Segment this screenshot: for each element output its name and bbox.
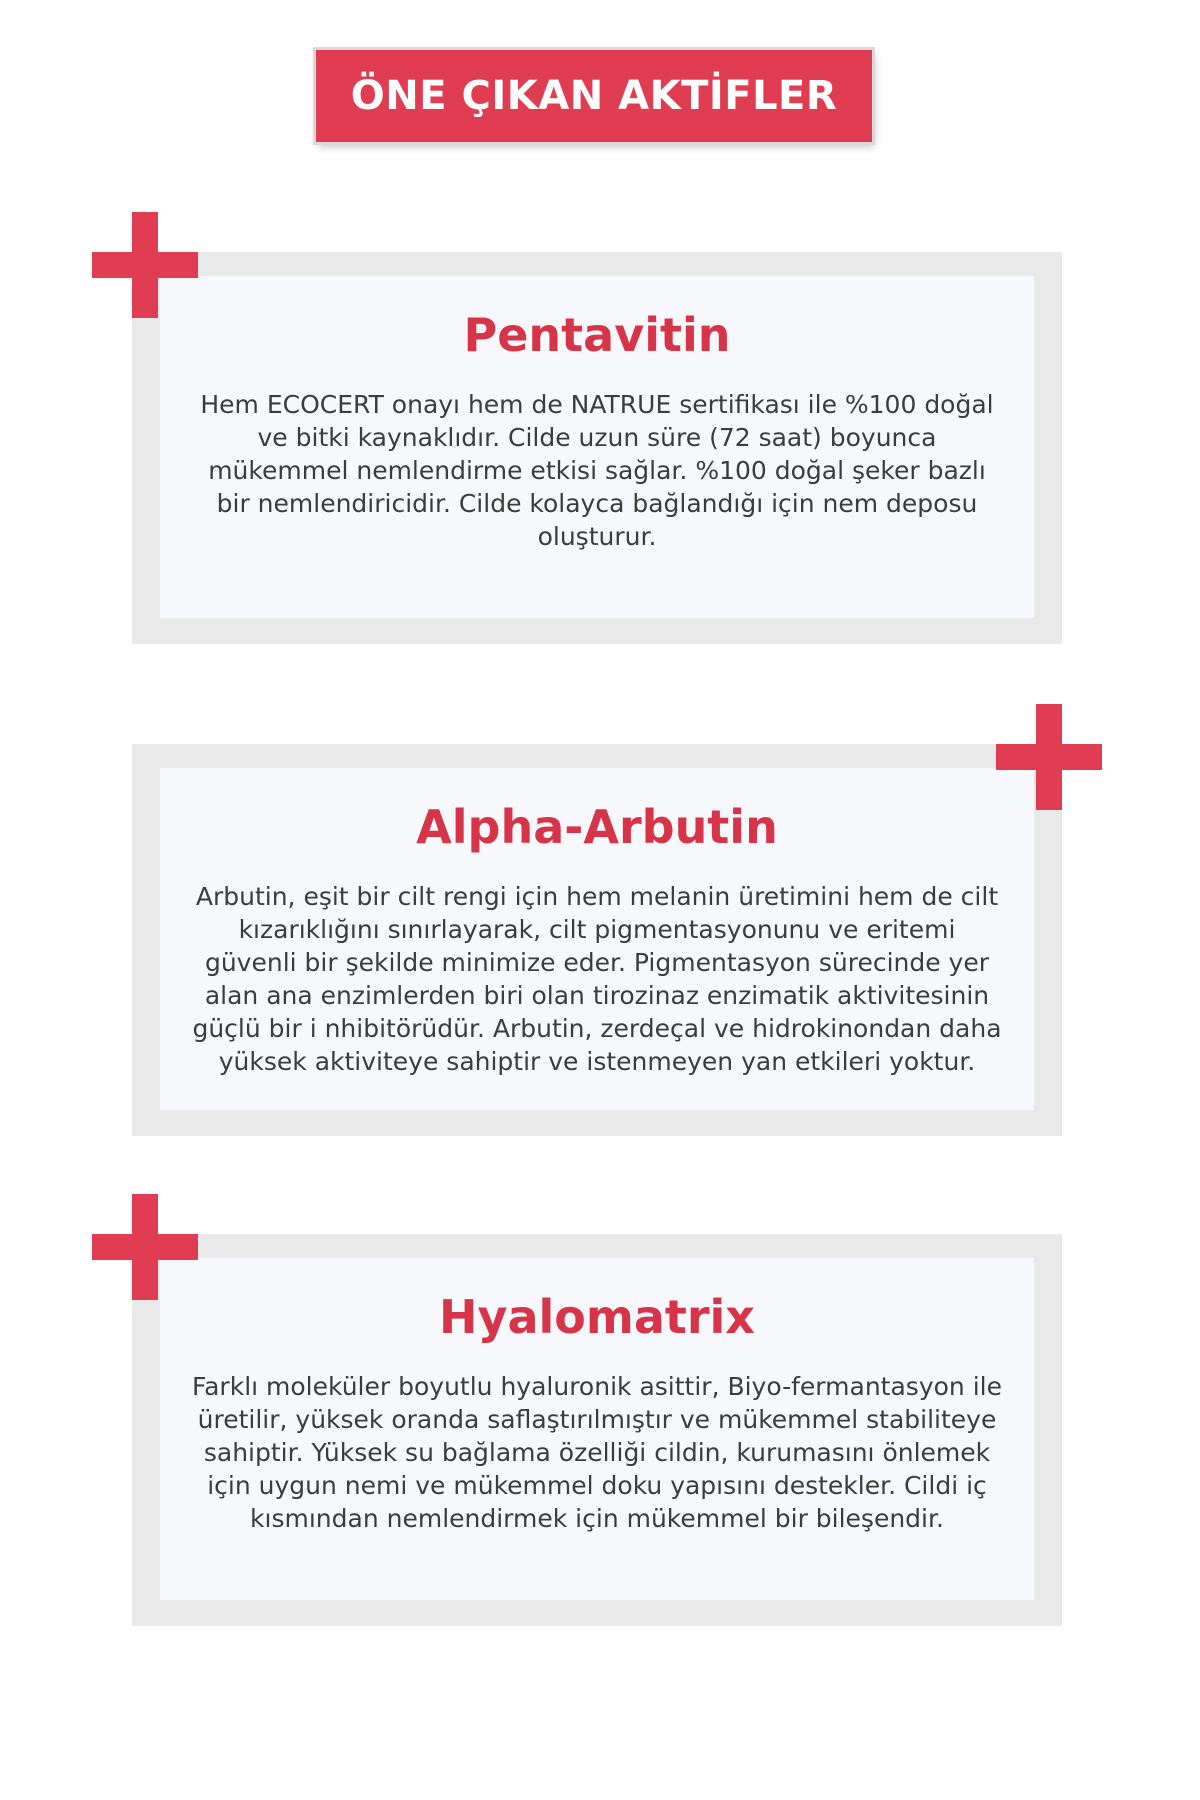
plus-icon-vertical-bar [1036,704,1062,810]
plus-icon-vertical-bar [132,212,158,318]
card-title: Pentavitin [463,308,731,362]
header-banner [316,50,872,142]
card-title: Hyalomatrix [439,1290,755,1344]
card-description: Farklı moleküler boyutlu hyaluronik asittir, Biyo-fermantasyon ile üretilir, yüksek oranda saflaştırılmıştır ve mükemmel stabiliteye sahiptir. Yüksek su bağlama özelliği cildin, kurumasını önlemek için uygun nemi ve mükemmel doku yapısını destekler. Cildi iç kısmından nemlendirmek için mükemmel bir bileşendir. [192,1372,1002,1533]
card-pentavitin [132,252,1062,644]
plus-icon [92,212,198,318]
card-panel [160,1258,1034,1600]
card-panel [160,768,1034,1110]
card-description: Hem ECOCERT onayı hem de NATRUE sertifikası ile %100 doğal ve bitki kaynaklıdır. Cilde uzun süre (72 saat) boyunca mükemmel nemlendirme etkisi sağlar. %100 doğal şeker bazlı bir nemlendiricidir. Cilde kolayca bağlandığı için nem deposu oluşturur. [200,390,994,551]
card-alpha-arbutin [132,744,1062,1136]
card-hyalomatrix [132,1234,1062,1626]
plus-icon-vertical-bar [132,1194,158,1300]
plus-icon [996,704,1102,810]
card-panel [160,276,1034,618]
card-description: Arbutin, eşit bir cilt rengi için hem melanin üretimini hem de cilt kızarıklığını sınırlayarak, cilt pigmentasyonunu ve eritemi güvenli bir şekilde minimize eder. Pigmentasyon sürecinde yer alan ana enzimlerden biri olan tirozinaz enzimatik aktivitesinin güçlü bir i nhibitörüdür. Arbutin, zerdeçal ve hidrokinondan daha yüksek aktiviteye sahiptir ve istenmeyen yan etkileri yoktur. [192,882,1002,1076]
page-title: ÖNE ÇIKAN AKTİFLER [350,73,838,119]
card-title: Alpha-Arbutin [416,800,778,854]
plus-icon [92,1194,198,1300]
